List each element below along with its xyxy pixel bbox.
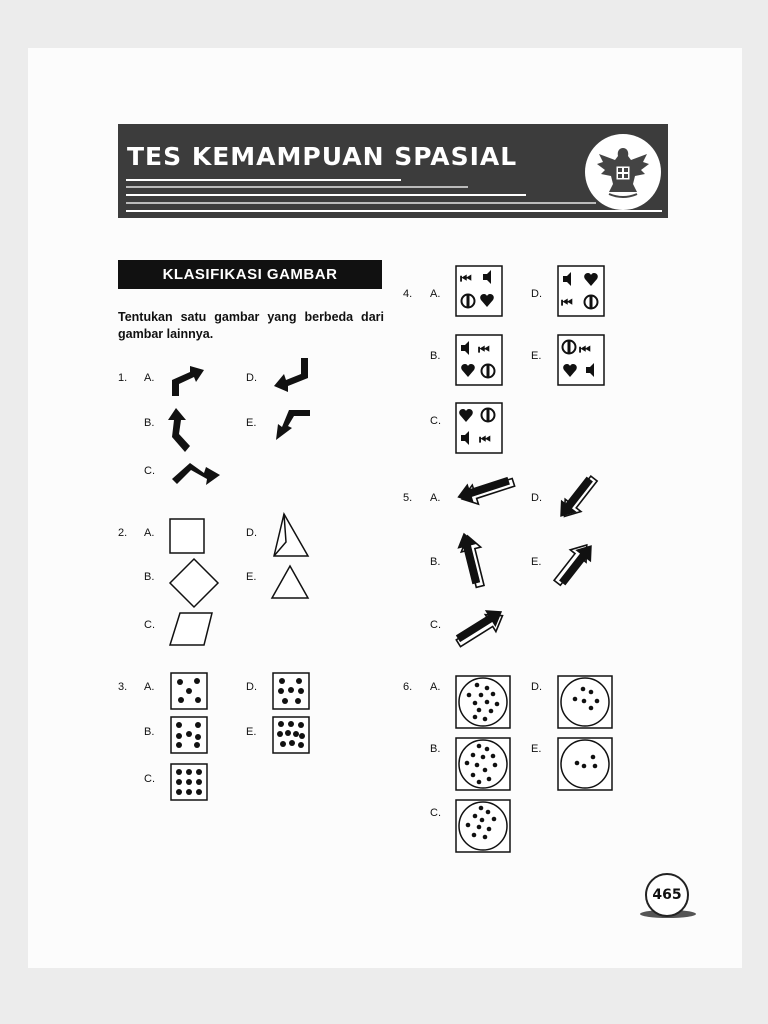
option-label: D. <box>246 681 257 693</box>
double-arrow-icon <box>552 472 598 524</box>
option-label: A. <box>430 681 441 693</box>
bent-arrow-icon <box>168 358 208 398</box>
dots-square-figure <box>272 716 310 754</box>
option-label: A. <box>430 492 441 504</box>
option-label: E. <box>531 556 542 568</box>
option-label: B. <box>144 417 155 429</box>
question-number: 1. <box>118 372 128 384</box>
symbols-square-figure <box>455 402 503 454</box>
bent-arrow-icon <box>170 459 222 487</box>
option-label: E. <box>531 350 542 362</box>
svg-text:⏮: ⏮ <box>561 296 573 311</box>
parallelogram-shape <box>168 611 214 647</box>
dots-circle-figure <box>455 799 511 853</box>
symbols-square-figure <box>455 265 503 317</box>
svg-text:⏮: ⏮ <box>579 343 591 358</box>
svg-text:⏮: ⏮ <box>460 272 472 287</box>
option-label: D. <box>531 288 542 300</box>
option-label: A. <box>144 372 155 384</box>
option-label: B. <box>144 571 155 583</box>
dots-circle-figure <box>455 737 511 791</box>
option-label: A. <box>144 681 155 693</box>
option-label: A. <box>430 288 441 300</box>
garuda-emblem-icon <box>585 134 661 210</box>
symbols-square-figure <box>455 334 503 386</box>
bent-arrow-icon <box>272 408 312 444</box>
triangle-shape <box>270 563 310 601</box>
diamond-shape <box>168 557 220 609</box>
option-label: D. <box>531 681 542 693</box>
banner-line <box>126 186 468 188</box>
svg-text:⏮: ⏮ <box>479 433 491 448</box>
double-arrow-icon <box>554 538 600 590</box>
option-label: A. <box>144 527 155 539</box>
section-heading: KLASIFIKASI GAMBAR <box>118 260 382 289</box>
dots-circle-figure <box>455 675 511 729</box>
symbols-square-figure <box>557 334 605 386</box>
option-label: E. <box>531 743 542 755</box>
dots-circle-figure <box>557 737 613 791</box>
banner-line <box>126 210 662 212</box>
page-number: 465 <box>645 873 689 917</box>
option-label: B. <box>430 556 441 568</box>
question-number: 4. <box>403 288 413 300</box>
option-label: B. <box>144 726 155 738</box>
option-label: C. <box>430 807 441 819</box>
double-arrow-icon <box>452 604 508 646</box>
option-label: C. <box>144 619 155 631</box>
bent-arrow-icon <box>166 406 196 454</box>
question-number: 6. <box>403 681 413 693</box>
question-number: 2. <box>118 527 128 539</box>
dots-square-figure <box>272 672 310 710</box>
option-label: E. <box>246 417 257 429</box>
square-shape <box>168 517 206 555</box>
option-label: B. <box>430 350 441 362</box>
option-label: C. <box>430 619 441 631</box>
dots-square-figure <box>170 716 208 754</box>
dots-square-figure <box>170 672 208 710</box>
dots-circle-figure <box>557 675 613 729</box>
bent-arrow-icon <box>272 356 310 396</box>
banner-line <box>126 202 596 204</box>
question-number: 3. <box>118 681 128 693</box>
svg-text:⏮: ⏮ <box>478 343 490 358</box>
instruction-text: Tentukan satu gambar yang berbeda dari gambar lainnya. <box>118 310 384 341</box>
header-banner <box>118 124 668 218</box>
option-label: C. <box>144 465 155 477</box>
option-label: C. <box>430 415 441 427</box>
question-number: 5. <box>403 492 413 504</box>
double-arrow-icon <box>452 472 514 506</box>
option-label: D. <box>531 492 542 504</box>
symbols-square-figure <box>557 265 605 317</box>
dots-square-figure <box>170 763 208 801</box>
option-label: B. <box>430 743 441 755</box>
option-label: C. <box>144 773 155 785</box>
right-triangle-shape <box>270 512 310 558</box>
option-label: E. <box>246 571 257 583</box>
banner-line <box>126 194 526 196</box>
option-label: D. <box>246 527 257 539</box>
banner-line <box>126 179 401 181</box>
option-label: D. <box>246 372 257 384</box>
option-label: E. <box>246 726 257 738</box>
double-arrow-icon <box>452 528 488 588</box>
header-title: TES KEMAMPUAN SPASIAL <box>127 142 518 171</box>
